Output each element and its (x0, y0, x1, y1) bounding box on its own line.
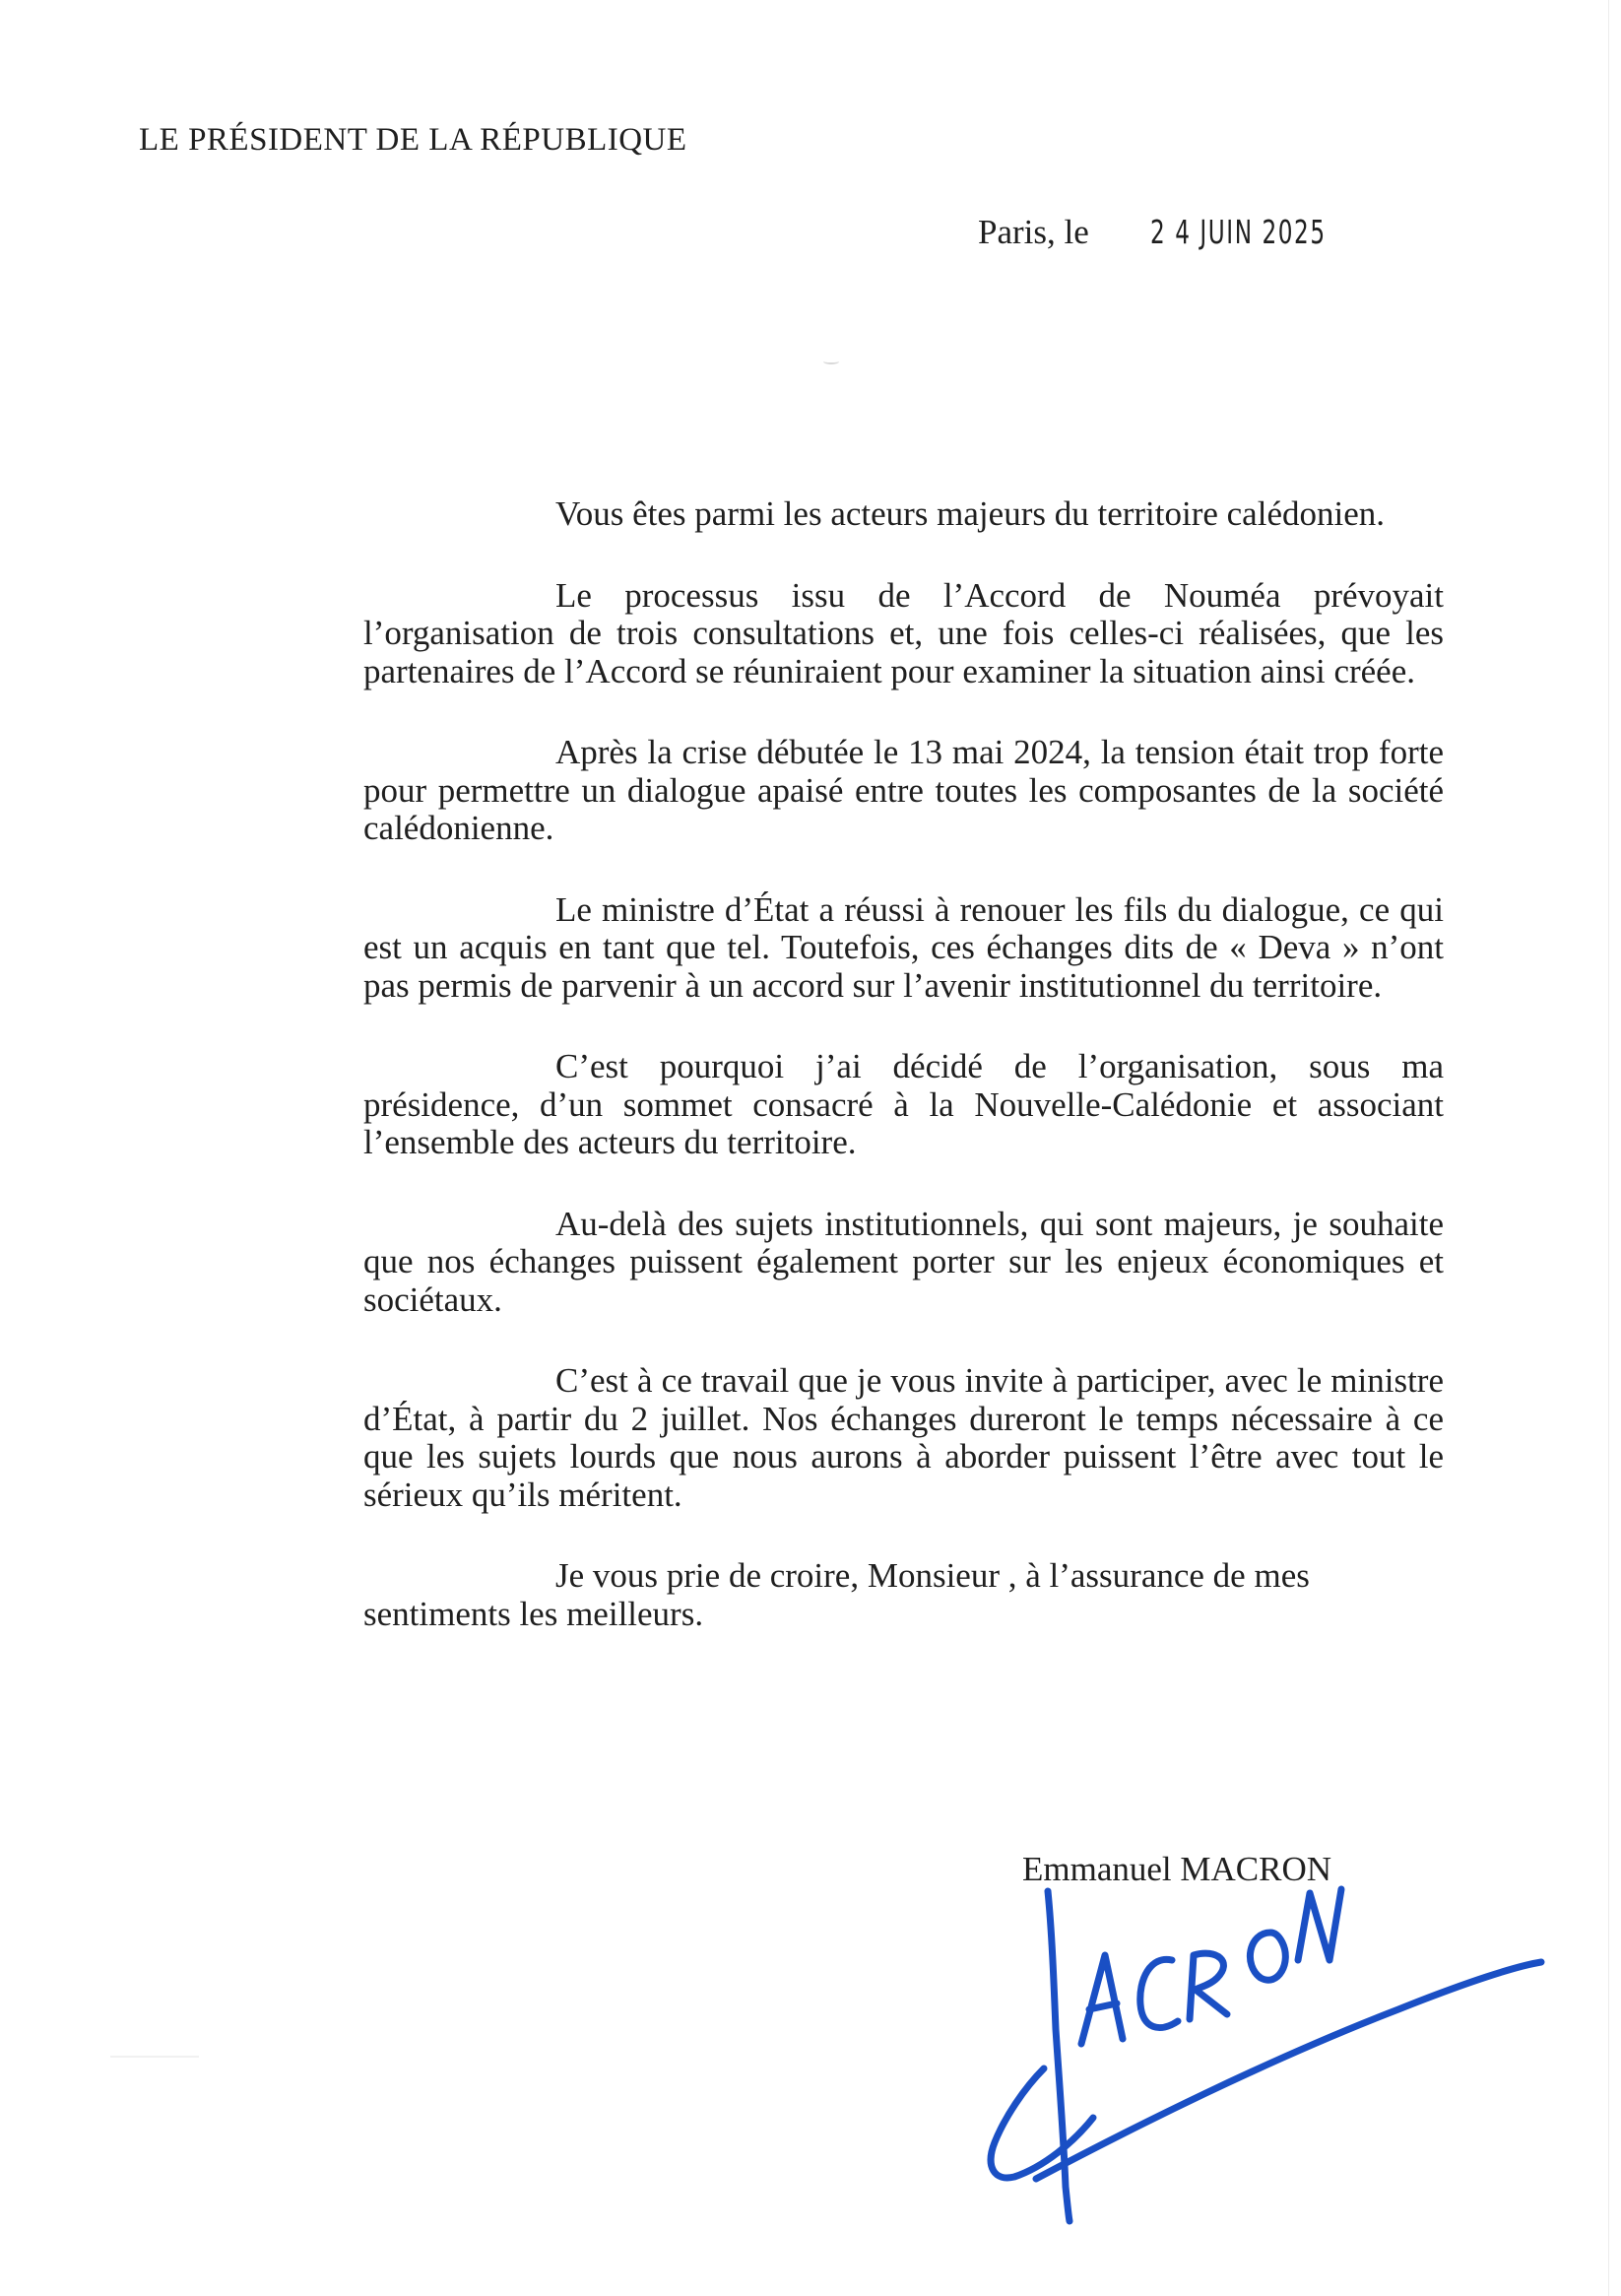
signature-stroke-loop (991, 2068, 1093, 2178)
paragraph-4: Le ministre d’État a réussi à renouer les fils du dialogue, ce qui est un acquis en tant que tel. Toutefois, ces échanges dits de « Deva » n’ont pas permis de parvenir à un accord sur l’avenir institutionnel du territoire. (363, 889, 1444, 1005)
page-edge-line (1608, 0, 1609, 2296)
signature-stroke-c (1140, 1959, 1178, 2027)
letterhead-title: LE PRÉSIDENT DE LA RÉPUBLIQUE (139, 122, 687, 158)
signatory-name: Emmanuel MACRON (1022, 1850, 1332, 1888)
date-stamp: 2 4 JUIN 2025 (1149, 213, 1327, 251)
paragraph-5: C’est pourquoi j’ai décidé de l’organisation, sous ma présidence, d’un sommet consacré à la Nouvelle-Calédonie et associant l’ensemble des acteurs du territoire. (363, 1047, 1444, 1161)
paragraph-1: Vous êtes parmi les acteurs majeurs du territoire calédonien. (555, 494, 1385, 533)
signature-stroke-initial (1048, 1891, 1070, 2221)
paragraph-6: Au-delà des sujets institutionnels, qui sont majeurs, je souhaite que nos échanges puissent également porter sur les enjeux économiques et sociétaux. (363, 1204, 1444, 1319)
dateline (978, 213, 1376, 252)
paragraph-7: C’est à ce travail que je vous invite à participer, avec le ministre d’État, à partir du 2 juillet. Nos échanges dureront le temps nécessaire à ce que les sujets lourds que nous aurons à aborder puissent l’être avec tout le sérieux qu’ils méritent. (363, 1361, 1444, 1514)
signature-stroke-o (1250, 1933, 1285, 1980)
scan-smudge (823, 359, 839, 364)
letter-body (363, 495, 1444, 1676)
paragraph-3: Après la crise débutée le 13 mai 2024, la tension était trop forte pour permettre un dialogue apaisé entre toutes les composantes de la société calédonienne. (363, 733, 1444, 847)
signature-stroke-underline (1036, 1962, 1541, 2179)
dateline-place: Paris, le (978, 213, 1089, 251)
paragraph-2: Le processus issu de l’Accord de Nouméa prévoyait l’organisation de trois consultations et, une fois celles-ci réalisées, que les partenaires de l’Accord se réuniraient pour examiner la situation ainsi créée. (363, 575, 1444, 690)
signature-stroke-a (1081, 1955, 1123, 2044)
signature-stroke-n (1298, 1889, 1341, 1960)
signature-stroke-r (1190, 1953, 1227, 2019)
closing-paragraph: Je vous prie de croire, Monsieur , à l’assurance de mes sentiments les meilleurs. (363, 1556, 1310, 1633)
scan-faint-mark (110, 2056, 199, 2058)
